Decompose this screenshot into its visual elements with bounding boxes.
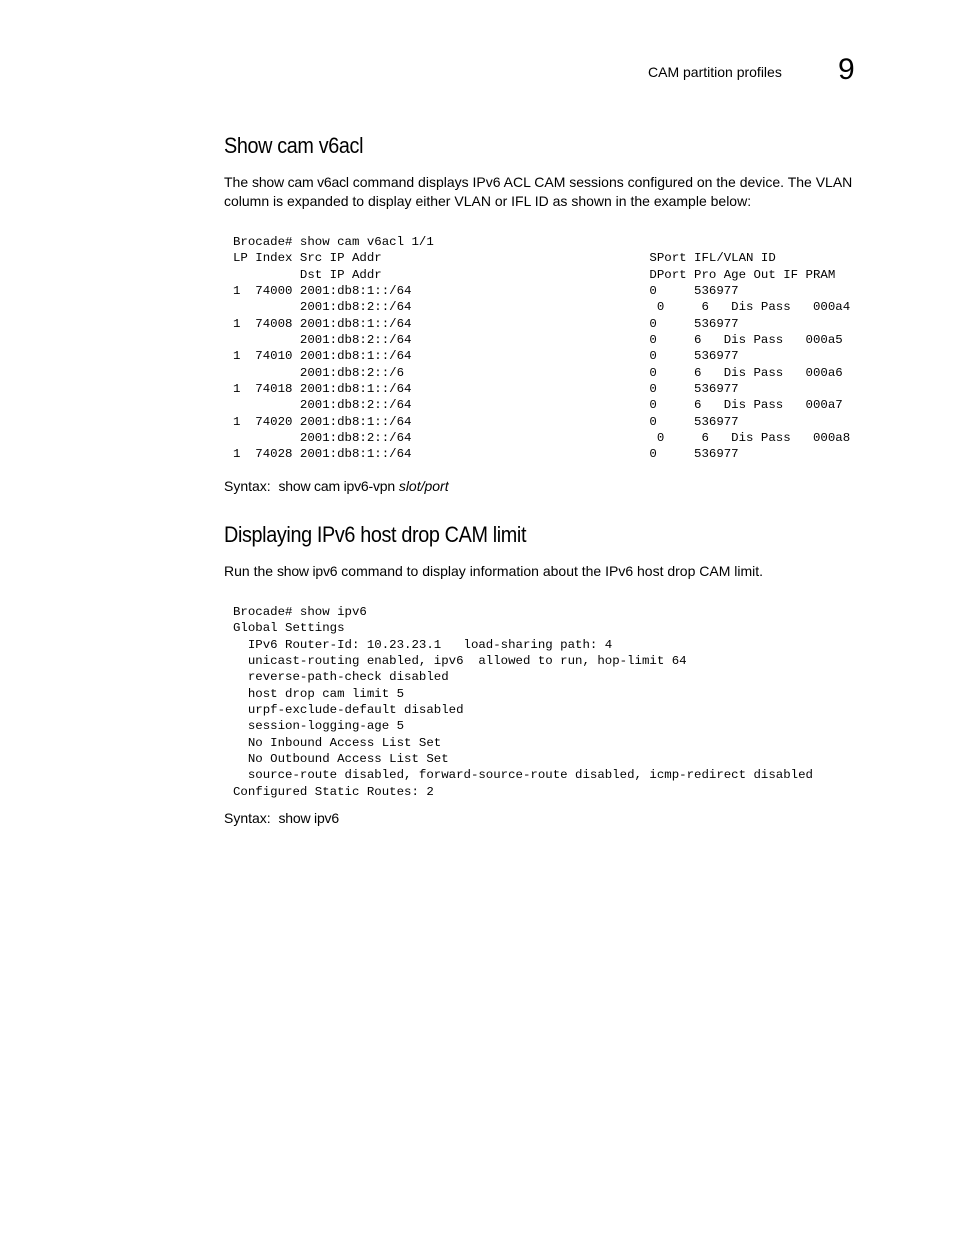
code-line: No Outbound Access List Set (233, 752, 449, 767)
code-line: No Inbound Access List Set (233, 735, 442, 750)
code-line: LP Index Src IP Addr SPort IFL/VLAN ID (233, 251, 776, 266)
syntax-argument: slot/port (398, 478, 449, 494)
syntax-label: Syntax: (224, 478, 271, 494)
code-line: session-logging-age 5 (233, 719, 405, 734)
code-line: 1 74018 2001:db8:1::/64 0 536977 (233, 382, 739, 397)
section-intro-ipv6-host-drop (224, 562, 854, 581)
section-title-ipv6-host-drop: Displaying IPv6 host drop CAM limit (224, 522, 527, 547)
code-block-show-ipv6 (233, 604, 813, 800)
code-line: Global Settings (233, 621, 345, 636)
code-line: Brocade# show cam v6acl 1/1 (233, 235, 434, 249)
section-title-show-cam-v6acl: Show cam v6acl (224, 133, 364, 158)
intro-prefix: Run the (224, 563, 277, 579)
syntax-line-show-cam-ipv6-vpn (224, 477, 449, 496)
code-line: source-route disabled, forward-source-route disabled, icmp-redirect disabled (233, 768, 813, 783)
code-line: reverse-path-check disabled (233, 670, 449, 685)
section-intro-show-cam-v6acl (224, 173, 854, 211)
code-line: 1 74008 2001:db8:1::/64 0 536977 (233, 316, 739, 331)
code-line: 1 74028 2001:db8:1::/64 0 536977 (233, 447, 739, 462)
code-line: 2001:db8:2::/64 0 6 Dis Pass 000a7 (233, 398, 843, 413)
code-line: 2001:db8:2::/64 0 6 Dis Pass 000a4 (233, 300, 851, 315)
code-line: IPv6 Router-Id: 10.23.23.1 load-sharing path: 4 (233, 637, 613, 652)
intro-suffix: command to display information about the IPv6 host drop CAM limit. (337, 563, 764, 579)
code-line: 1 74000 2001:db8:1::/64 0 536977 (233, 284, 739, 299)
intro-command: show ipv6 (276, 563, 338, 579)
code-line: Dst IP Addr DPort Pro Age Out IF PRAM (233, 267, 836, 282)
code-line: 2001:db8:2::/6 0 6 Dis Pass 000a6 (233, 365, 843, 380)
code-line: 1 74010 2001:db8:1::/64 0 536977 (233, 349, 739, 364)
code-line: urpf-exclude-default disabled (233, 703, 464, 718)
code-line: host drop cam limit 5 (233, 686, 405, 701)
code-line: 1 74020 2001:db8:1::/64 0 536977 (233, 414, 739, 429)
intro-suffix: command displays IPv6 ACL CAM sessions configured on the device. The VLAN column is expanded to display either VLAN or IFL ID as shown in the example below: (224, 174, 853, 209)
code-line: Configured Static Routes: 2 (233, 784, 434, 799)
chapter-number: 9 (838, 53, 855, 86)
syntax-line-show-ipv6 (224, 809, 339, 828)
syntax-command: show cam ipv6-vpn (278, 478, 395, 494)
code-block-show-cam-v6acl (233, 234, 850, 463)
running-header: CAM partition profiles (648, 64, 782, 80)
intro-command: show cam v6acl (252, 174, 349, 190)
code-line: 2001:db8:2::/64 0 6 Dis Pass 000a8 (233, 431, 851, 446)
code-line: 2001:db8:2::/64 0 6 Dis Pass 000a5 (233, 333, 843, 348)
intro-prefix: The (224, 174, 253, 190)
code-line: Brocade# show ipv6 (233, 605, 367, 619)
syntax-command: show ipv6 (278, 810, 339, 826)
syntax-label: Syntax: (224, 810, 271, 826)
code-line: unicast-routing enabled, ipv6 allowed to run, hop-limit 64 (233, 654, 687, 669)
